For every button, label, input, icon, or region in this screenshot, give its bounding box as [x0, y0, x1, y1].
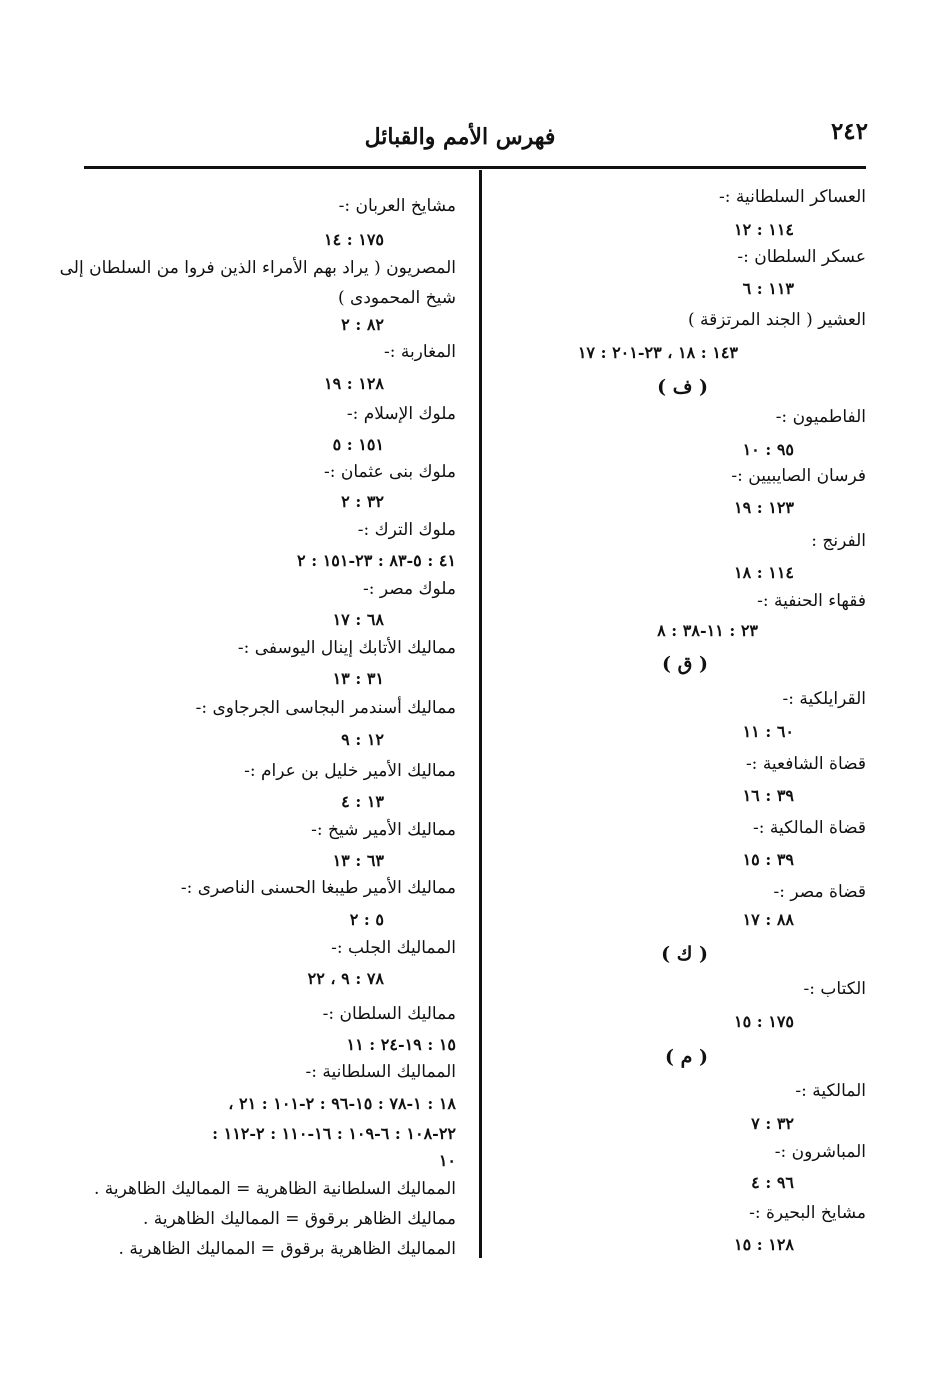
left-index-entry: المماليك السلطانية :- — [305, 1062, 456, 1082]
left-index-entry: مماليك أسندمر البجاسى الجرجاوى :- — [195, 698, 456, 718]
right-page-reference: ٣٩ : ١٦ — [742, 786, 794, 805]
left-page-reference: ٨٢ : ٢ — [341, 315, 384, 334]
right-index-entry: فقهاء الحنفية :- — [757, 591, 866, 611]
right-page-reference: ٩٦ : ٤ — [751, 1173, 794, 1192]
left-page-reference: ٢٢-١٠٨ : ٦-١٠٩ : ١٦-١١٠ : ٢-١١٢ : — [212, 1124, 456, 1143]
left-index-entry: مماليك الأمير شيخ :- — [311, 820, 456, 840]
right-page-reference: ١١٤ : ١٢ — [733, 220, 794, 239]
right-page-reference: ٣٢ : ٧ — [751, 1114, 794, 1133]
left-page-reference: ١٠ — [438, 1151, 456, 1170]
left-page-reference: ١٨ : ١-٧٨ : ١٥-٩٦ : ٢-١٠١ : ٢١ ، — [228, 1094, 456, 1113]
right-letter-heading: ( م ) — [665, 1046, 708, 1068]
left-page-reference: ١٧٥ : ١٤ — [323, 230, 384, 249]
right-index-entry: العشير ( الجند المرتزقة ) — [687, 310, 866, 330]
right-page-reference: ٦٠ : ١١ — [742, 722, 794, 741]
left-page-reference: ٦٨ : ١٧ — [332, 610, 384, 629]
right-index-entry: المالكية :- — [795, 1081, 866, 1101]
right-page-reference: ١٢٨ : ١٥ — [733, 1235, 794, 1254]
left-page-reference: ١٣ : ٤ — [341, 792, 384, 811]
left-page-reference: ٥ : ٢ — [349, 910, 384, 929]
left-index-entry: مشايخ العربان :- — [338, 196, 456, 216]
left-index-entry: شيخ المحمودى ) — [338, 288, 456, 308]
right-index-entry: قضاة مصر :- — [773, 882, 866, 902]
right-letter-heading: ( ك ) — [661, 943, 708, 965]
right-letter-heading: ( ق ) — [662, 653, 708, 675]
right-index-entry: قضاة الشافعية :- — [745, 754, 866, 774]
right-page-reference: ١٤٣ : ١٨ ، ٢٣-٢٠١ : ١٧ — [577, 343, 738, 362]
right-index-entry: عسكر السلطان :- — [737, 247, 866, 267]
left-page-reference: ٧٨ : ٩ ، ٢٢ — [307, 969, 384, 988]
right-index-entry: الفاطميون :- — [775, 407, 866, 427]
left-page-reference: ٤١ : ٥-٨٣ : ٢٣-١٥١ : ٢ — [297, 551, 456, 570]
left-index-entry: المغاربة :- — [383, 342, 456, 362]
right-page-reference: ١١٤ : ١٨ — [733, 563, 794, 582]
left-index-entry: مماليك الأمير خليل بن عرام :- — [244, 761, 456, 781]
right-page-reference: ١٢٣ : ١٩ — [733, 498, 794, 517]
left-index-entry: المماليك الجلب :- — [331, 938, 456, 958]
left-page-reference: ١٢ : ٩ — [341, 730, 384, 749]
left-index-entry: المماليك الظاهرية برقوق = المماليك الظاهرية . — [118, 1239, 456, 1259]
right-page-reference: ٩٥ : ١٠ — [742, 440, 794, 459]
right-index-entry: قضاة المالكية :- — [753, 818, 866, 838]
left-index-entry: مماليك الأمير طيبغا الحسنى الناصرى :- — [180, 878, 456, 898]
left-page-reference: ١٥ : ١٩-٢٤ : ١١ — [346, 1035, 456, 1054]
left-page-reference: ١٥١ : ٥ — [332, 435, 384, 454]
left-index-entry: ملوك بنى عثمان :- — [323, 462, 456, 482]
left-index-entry: المماليك السلطانية الظاهرية = المماليك الظاهرية . — [93, 1179, 456, 1199]
right-page-reference: ١١٣ : ٦ — [742, 279, 794, 298]
page-title: فهرس الأمم والقبائل — [364, 124, 556, 150]
left-index-entry: ملوك الترك :- — [357, 520, 456, 540]
left-page-reference: ٣١ : ١٣ — [332, 669, 384, 688]
left-index-entry: المصريون ( يراد بهم الأمراء الذين فروا من السلطان إلى — [59, 258, 456, 278]
right-index-entry: المباشرون :- — [774, 1142, 866, 1162]
right-index-entry: الكتاب :- — [803, 979, 866, 999]
left-index-entry: مماليك الأتابك إينال اليوسفى :- — [237, 638, 456, 658]
left-index-entry: مماليك السلطان :- — [322, 1004, 456, 1024]
right-letter-heading: ( ف ) — [657, 376, 708, 398]
right-index-entry: مشايخ البحيرة :- — [749, 1203, 866, 1223]
right-page-reference: ٨٨ : ١٧ — [742, 910, 794, 929]
left-page-reference: ٣٢ : ٢ — [341, 492, 384, 511]
right-page-reference: ١٧٥ : ١٥ — [733, 1012, 794, 1031]
column-divider — [479, 170, 482, 1258]
left-index-entry: ملوك الإسلام :- — [346, 404, 456, 424]
right-index-entry: العساكر السلطانية :- — [719, 187, 866, 207]
right-index-entry: فرسان الصايبيين :- — [731, 466, 866, 486]
left-page-reference: ٦٣ : ١٣ — [332, 851, 384, 870]
left-index-entry: ملوك مصر :- — [362, 579, 456, 599]
left-index-entry: مماليك الظاهر برقوق = المماليك الظاهرية . — [143, 1209, 456, 1229]
right-index-entry: الفرنج : — [811, 531, 866, 551]
right-page-reference: ٢٣ : ١١-٣٨ : ٨ — [657, 621, 758, 640]
right-page-reference: ٣٩ : ١٥ — [742, 850, 794, 869]
right-index-entry: القرايلكية :- — [782, 689, 866, 709]
left-page-reference: ١٢٨ : ١٩ — [323, 374, 384, 393]
header-rule — [84, 166, 866, 169]
page-number: ٢٤٢ — [830, 118, 868, 145]
